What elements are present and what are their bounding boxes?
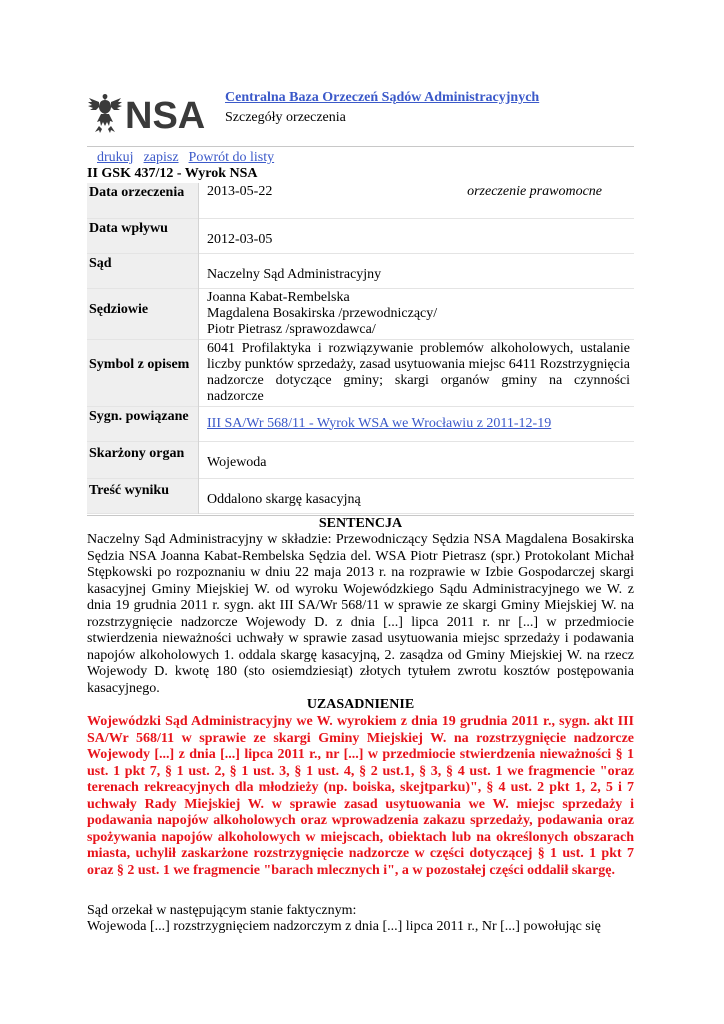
metadata-table	[87, 183, 634, 514]
judges-label: Sędziowie	[87, 288, 199, 339]
row-received	[87, 218, 634, 253]
related-label: Sygn. powiązane	[87, 406, 199, 441]
action-bar	[97, 150, 284, 166]
site-title-link[interactable]: Centralna Baza Orzeczeń Sądów Administracyjnych	[225, 90, 540, 105]
row-result	[87, 478, 634, 513]
related-case-link[interactable]: III SA/Wr 568/11 - Wyrok WSA we Wrocławiu z 2011-12-19	[207, 415, 552, 431]
judge-item: Magdalena Bosakirska /przewodniczący/	[207, 305, 438, 321]
judge-item: Joanna Kabat-Rembelska	[207, 289, 350, 305]
date-label: Data orzeczenia	[87, 183, 199, 218]
uzasadnienie-highlight: Wojewódzki Sąd Administracyjny we W. wyrokiem z dnia 19 grudnia 2011 r., sygn. akt III SA/Wr 568/11 w sprawie ze skargi Gminy Miejskiej W. na rozstrzygnięcie nadzorcze Wojewody [...] z dnia [...] lipca 2011 r., nr [...] w przedmiocie stwierdzenia nieważności § 1 ust. 1 pkt 7, § 1 ust. 2, § 1 ust. 3, § 1 ust. 4, § 2 ust.1, § 3, § 4 ust. 1 we fragmencie "oraz terenach rekreacyjnych dla młodzieży (np. boiska, skejtparku)", § 4 ust. 2 pkt 1, 2, 5 i 7 uchwały Rady Miejskiej W. w sprawie zasad usytuowania we W. miejsc sprzedaży i podawania napojów alkoholowych oraz wprowadzenia zakazu sprzedaży, podawania oraz spożywania napojów alkoholowych w miejscach, obiektach lub na określonych obszarach miasta, uchylił zaskarżone rozstrzygnięcie nadzorcze w części dotyczącej § 1 ust. 1 pkt 7 oraz § 2 ust. 1 we fragmencie "barach mlecznych i", a w pozostałej części oddalił skargę.	[87, 714, 634, 878]
case-title: II GSK 437/12 - Wyrok NSA	[87, 166, 258, 181]
save-link[interactable]: zapisz	[143, 150, 179, 165]
row-court	[87, 253, 634, 288]
received-value: 2012-03-05	[199, 218, 635, 253]
sentencja-text: Naczelny Sąd Administracyjny w składzie: Przewodniczący Sędzia NSA Magdalena Bosakirska Sędzia NSA Joanna Kabat-Rembelska Sędzia del. WSA Piotr Pietrasz (spr.) Protokolant Michał Stępkowski po rozpoznaniu w dniu 22 maja 2013 r. na rozprawie w Izbie Gospodarczej skargi kasacyjnej Gminy Miejskiej W. od wyroku Wojewódzkiego Sądu Administracyjnego we W. z dnia 19 grudnia 2011 r. sygn. akt III SA/Wr 568/11 w sprawie ze skargi Gminy Miejskiej W. na rozstrzygnięcie nadzorcze Wojewody D. z dnia [...] lipca 2011 r. nr [...] w przedmiocie stwierdzenia nieważności uchwały w sprawie zasad usytuowania miejsc sprzedaży i podawania napojów alkoholowych 1. oddala skargę kasacyjną, 2. zasądza od Gminy Miejskiej W. na rzecz Wojewody D. kwotę 180 (sto osiemdziesiąt) złotych tytułem zwrotu kosztów postępowania kasacyjnego.	[87, 532, 634, 696]
row-date	[87, 183, 634, 218]
sentencja-heading: SENTENCJA	[318, 516, 403, 531]
logo-text: NSA	[125, 95, 206, 136]
date-value: 2013-05-22	[207, 184, 273, 199]
court-value: Naczelny Sąd Administracyjny	[199, 253, 635, 288]
page-subtitle: Szczegóły orzeczenia	[225, 110, 346, 125]
row-related	[87, 406, 634, 441]
symbol-label: Symbol z opisem	[87, 339, 199, 406]
result-label: Treść wyniku	[87, 478, 199, 513]
divider	[87, 146, 634, 147]
row-judges	[87, 288, 634, 339]
received-label: Data wpływu	[87, 218, 199, 253]
symbol-value: 6041 Profilaktyka i rozwiązywanie problemów alkoholowych, ustalanie liczby punktów sprzedaży, zasad usytuowania miejsc 6411 Rozstrzygnięcia nadzorcze dotyczące gminy; skargi organów gminy na czynności nadzorcze	[199, 339, 635, 406]
row-organ	[87, 441, 634, 478]
row-symbol	[87, 339, 634, 406]
court-label: Sąd	[87, 253, 199, 288]
organ-label: Skarżony organ	[87, 441, 199, 478]
back-to-list-link[interactable]: Powrót do listy	[188, 150, 275, 165]
judge-item: Piotr Pietrasz /sprawozdawca/	[207, 321, 376, 337]
header	[87, 88, 634, 144]
uzasadnienie-line: Sąd orzekał w następującym stanie faktycznym:	[87, 903, 357, 918]
result-value: Oddalono skargę kasacyjną	[199, 478, 635, 513]
status-value: orzeczenie prawomocne	[467, 184, 602, 199]
uzasadnienie-line: Wojewoda [...] rozstrzygnięciem nadzorczym z dnia [...] lipca 2011 r., Nr [...] powołując się	[87, 919, 601, 934]
organ-value: Wojewoda	[199, 441, 635, 478]
nsa-eagle-logo-icon	[87, 88, 222, 136]
uzasadnienie-heading: UZASADNIENIE	[306, 697, 415, 712]
print-link[interactable]: drukuj	[97, 150, 134, 165]
